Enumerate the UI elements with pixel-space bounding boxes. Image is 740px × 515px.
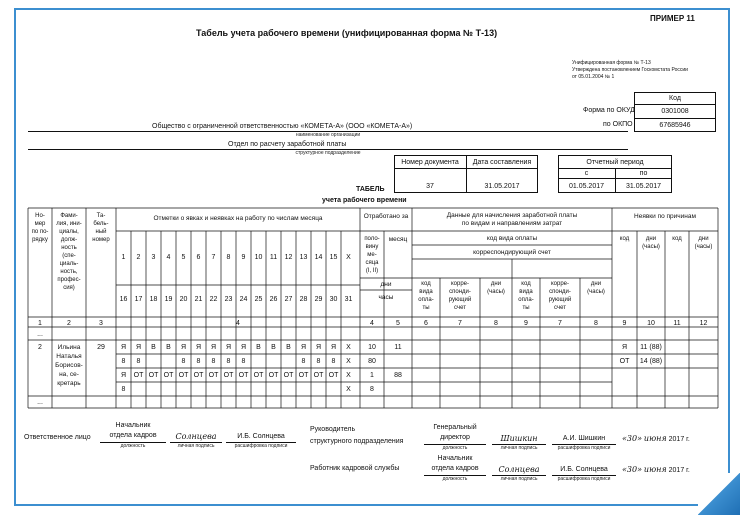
absence-code-2: ОТ bbox=[619, 358, 630, 365]
day-mark-cell: X bbox=[346, 372, 351, 379]
half2-days: 1 bbox=[370, 372, 374, 379]
day-number-cell: 30 bbox=[329, 296, 338, 303]
day-number-cell: 17 bbox=[134, 296, 143, 303]
caption-sign: личная подпись bbox=[500, 445, 538, 451]
day-mark-cell: 8 bbox=[121, 358, 126, 365]
okud-label: Форма по ОКУД bbox=[583, 107, 635, 114]
period-from: 01.05.2017 bbox=[568, 183, 605, 190]
abs-header-code-1: код bbox=[619, 236, 630, 242]
sub-header-corr-1: корре- спонди- рующий счет bbox=[448, 281, 472, 311]
day-mark-cell: ОТ bbox=[223, 372, 234, 379]
column-number-cell: 7 bbox=[558, 320, 562, 327]
caption-position: должность bbox=[442, 445, 468, 451]
day-mark-cell: ОТ bbox=[253, 372, 264, 379]
head-label: Руководитель структурного подразделения bbox=[310, 426, 404, 445]
day-mark-cell: Я bbox=[210, 344, 217, 351]
day-mark-cell: ОТ bbox=[238, 372, 249, 379]
sub-header-code-2: код вида опла- ты bbox=[518, 281, 534, 311]
col-header-worked-hours: часы bbox=[378, 294, 394, 301]
day-mark-cell: Я bbox=[180, 344, 187, 351]
day-mark-cell: В bbox=[286, 344, 291, 351]
col-header-absence: Неявки по причинам bbox=[634, 213, 696, 220]
caption-decode: расшифровка подписи bbox=[234, 443, 288, 449]
sub-header-corr-2: корре- спонди- рующий счет bbox=[548, 281, 572, 311]
day-mark-cell: Я bbox=[300, 344, 307, 351]
day-mark-cell: 8 bbox=[301, 358, 306, 365]
hr-date: «30» июня 2017 г. bbox=[622, 465, 690, 474]
day-number-cell: 9 bbox=[241, 254, 246, 261]
day-mark-cell: Я bbox=[135, 344, 142, 351]
codes-header: Код bbox=[669, 95, 681, 102]
day-mark-cell: Я bbox=[120, 344, 127, 351]
day-number-cell: 11 bbox=[269, 254, 278, 261]
col-header-tab-number: Та- бель- ный номер bbox=[92, 213, 110, 243]
department-name: Отдел по расчету заработной платы bbox=[228, 141, 347, 148]
form-info-line: от 05.01.2004 № 1 bbox=[572, 74, 615, 80]
day-number-cell: 23 bbox=[224, 296, 233, 303]
responsible-name: И.Б. Солнцева bbox=[237, 433, 285, 440]
day-number-cell: 27 bbox=[284, 296, 293, 303]
abs-header-days-2: дни (часы) bbox=[694, 236, 713, 250]
day-mark-cell: ОТ bbox=[148, 372, 159, 379]
column-number-cell: 9 bbox=[622, 320, 627, 327]
col-header-number: Но- мер по по- рядку bbox=[31, 213, 49, 243]
day-mark-cell: ОТ bbox=[283, 372, 294, 379]
okud-value: 0301008 bbox=[661, 108, 689, 115]
day-number-cell: 8 bbox=[226, 254, 231, 261]
day-number-cell: 19 bbox=[164, 296, 173, 303]
hr-position: Начальник отдела кадров bbox=[431, 455, 479, 472]
organization-caption: наименование организации bbox=[295, 132, 361, 138]
page-title: Табель учета рабочего времени (унифицированная форма № Т-13) bbox=[196, 28, 498, 38]
day-mark-cell: В bbox=[256, 344, 261, 351]
col-header-name: Фами- лия, ини- циалы, долж- ность (спе- циаль- ность, профес- сия) bbox=[56, 213, 82, 291]
day-mark-cell: ОТ bbox=[178, 372, 189, 379]
day-number-cell: 13 bbox=[299, 254, 308, 261]
head-position: Генеральный директор bbox=[433, 424, 477, 441]
caption-decode: расшифровка подписи bbox=[557, 445, 611, 451]
department-caption: структурное подразделение bbox=[295, 150, 361, 156]
day-mark-cell: 8 bbox=[181, 358, 186, 365]
day-mark-cell: ОТ bbox=[163, 372, 174, 379]
head-name: А.И. Шишкин bbox=[562, 435, 606, 442]
period-from-label: с bbox=[584, 170, 589, 177]
signature-solntseva-hr: Солнцева bbox=[498, 465, 540, 474]
column-number-cell: 8 bbox=[494, 320, 498, 327]
col-header-pay-code: код вида оплаты bbox=[486, 235, 538, 242]
day-number-cell: 29 bbox=[314, 296, 323, 303]
abs-header-days-1: дни (часы) bbox=[642, 236, 660, 250]
abs-header-code-2: код bbox=[672, 236, 682, 242]
day-number-cell: 18 bbox=[149, 296, 158, 303]
day-mark-cell: Я bbox=[120, 372, 127, 379]
period-to: 31.05.2017 bbox=[625, 183, 662, 190]
day-mark-cell: 8 bbox=[121, 386, 126, 393]
example-label: ПРИМЕР 11 bbox=[650, 14, 695, 23]
day-mark-cell: Я bbox=[330, 344, 337, 351]
day-mark-cell: 8 bbox=[211, 358, 216, 365]
employee-tab-number: 29 bbox=[97, 344, 105, 351]
day-number-cell: 15 bbox=[329, 254, 338, 261]
ellipsis-top: ... bbox=[37, 331, 43, 338]
caption-decode: расшифровка подписи bbox=[557, 476, 611, 482]
day-number-cell: 25 bbox=[254, 296, 263, 303]
day-number-cell: 24 bbox=[239, 296, 248, 303]
day-number-cell: 14 bbox=[314, 254, 323, 261]
day-number-cell: 3 bbox=[151, 254, 156, 261]
okpo-value: 67685946 bbox=[659, 122, 691, 129]
head-date: «30» июня 2017 г. bbox=[622, 434, 690, 443]
doc-number: 37 bbox=[426, 183, 434, 190]
period-to-label: по bbox=[639, 170, 648, 177]
day-number-cell: 26 bbox=[269, 296, 278, 303]
caption-sign: личная подпись bbox=[500, 476, 538, 482]
day-mark-cell: Я bbox=[225, 344, 232, 351]
day-mark-cell: 8 bbox=[241, 358, 246, 365]
col-header-worked: Отработано за bbox=[363, 213, 409, 220]
responsible-position: Начальник отдела кадров bbox=[109, 422, 157, 439]
col-header-corr-account: корреспондирующий счет bbox=[473, 249, 551, 256]
month-hours: 88 bbox=[394, 372, 402, 379]
day-mark-cell: ОТ bbox=[298, 372, 309, 379]
column-number-cell: 9 bbox=[524, 320, 528, 327]
day-number-cell: 10 bbox=[254, 254, 263, 261]
caption-position: должность bbox=[442, 476, 468, 482]
column-number-cell: 2 bbox=[67, 320, 71, 327]
half1-days: 10 bbox=[368, 344, 376, 351]
day-number-cell: 20 bbox=[179, 296, 188, 303]
month-days: 11 bbox=[394, 344, 402, 351]
day-mark-cell: 8 bbox=[196, 358, 201, 365]
doc-date: 31.05.2017 bbox=[484, 183, 520, 190]
day-number-cell: 28 bbox=[299, 296, 308, 303]
day-mark-cell: 8 bbox=[331, 358, 336, 365]
day-mark-cell: X bbox=[346, 358, 351, 365]
tabel-label: ТАБЕЛЬ bbox=[356, 186, 385, 193]
column-number-cell: 7 bbox=[458, 320, 462, 327]
day-mark-cell: В bbox=[166, 344, 171, 351]
form-info-line: Утверждена постановлением Госкомстата России bbox=[572, 67, 688, 73]
column-number-cell: 4 bbox=[236, 320, 240, 327]
day-number-cell: 12 bbox=[284, 254, 293, 261]
sub-header-code-1: код вида опла- ты bbox=[418, 281, 434, 311]
day-mark-cell: X bbox=[346, 386, 351, 393]
employee-name: Ильина Наталья Борисов- на, се- кретарь bbox=[55, 344, 83, 387]
okpo-label: по ОКПО bbox=[603, 121, 633, 128]
day-mark-cell: ОТ bbox=[328, 372, 339, 379]
day-mark-cell: В bbox=[151, 344, 156, 351]
day-mark-cell: ОТ bbox=[133, 372, 144, 379]
day-number-cell: 21 bbox=[194, 296, 203, 303]
caption-position: должность bbox=[120, 443, 146, 449]
day-number-cell: 4 bbox=[166, 254, 171, 261]
col-header-month: месяц bbox=[388, 236, 408, 243]
day-mark-cell: Я bbox=[240, 344, 247, 351]
caption-sign: личная подпись bbox=[177, 443, 215, 449]
column-number-cell: 1 bbox=[38, 320, 42, 327]
day-number-cell: 16 bbox=[119, 296, 128, 303]
col-header-payroll: Данные для начисления заработной платы по видам и направлениям затрат bbox=[446, 212, 578, 227]
absence-days-2: 14 (88) bbox=[639, 358, 663, 365]
column-number-cell: 10 bbox=[647, 320, 655, 327]
day-mark-cell: X bbox=[346, 344, 351, 351]
day-mark-cell: Я bbox=[315, 344, 322, 351]
tabel-subtitle: учета рабочего времени bbox=[322, 197, 407, 204]
day-number-cell: 2 bbox=[136, 254, 141, 261]
absence-code-1: Я bbox=[621, 344, 628, 351]
doc-number-header: Номер документа bbox=[401, 159, 459, 166]
hr-name: И.Б. Солнцева bbox=[560, 466, 608, 473]
column-number-cell: 6 bbox=[424, 320, 428, 327]
column-number-cell: 12 bbox=[699, 320, 708, 327]
day-mark-cell: 8 bbox=[226, 358, 231, 365]
hr-label: Работник кадровой службы bbox=[310, 465, 400, 472]
form-info-line: Унифицированная форма № Т-13 bbox=[572, 60, 651, 66]
day-mark-cell: ОТ bbox=[268, 372, 279, 379]
day-number-cell: 31 bbox=[344, 296, 353, 303]
day-mark-cell: ОТ bbox=[313, 372, 324, 379]
sub-header-days-1: дни (часы) bbox=[487, 281, 505, 295]
day-number-cell: 1 bbox=[121, 254, 126, 261]
day-mark-cell: ОТ bbox=[208, 372, 219, 379]
day-number-cell: X bbox=[346, 254, 351, 261]
col-header-worked-days: дни bbox=[380, 281, 392, 288]
day-mark-cell: 8 bbox=[136, 358, 141, 365]
day-mark-cell: Я bbox=[195, 344, 202, 351]
half1-hours: 80 bbox=[368, 358, 376, 365]
absence-days-1: 11 (88) bbox=[640, 344, 662, 351]
day-number-cell: 6 bbox=[196, 254, 201, 261]
column-number-cell: 3 bbox=[99, 320, 103, 327]
organization-name: Общество с ограниченной ответственностью «КОМЕТА-А» (ООО «КОМЕТА-А») bbox=[152, 123, 413, 130]
ellipsis-bottom: ... bbox=[37, 399, 43, 406]
col-header-half-month: поло- вину ме- сяца (I, II) bbox=[364, 236, 380, 274]
employee-number: 2 bbox=[38, 344, 42, 351]
doc-date-header: Дата составления bbox=[472, 159, 532, 166]
day-number-cell: 7 bbox=[211, 254, 216, 261]
sub-header-days-2: дни (часы) bbox=[587, 281, 605, 295]
day-mark-cell: ОТ bbox=[193, 372, 204, 379]
day-mark-cell: В bbox=[271, 344, 276, 351]
period-header: Отчетный период bbox=[586, 159, 644, 166]
column-number-cell: 8 bbox=[594, 320, 598, 327]
half2-hours: 8 bbox=[370, 386, 374, 393]
responsible-label: Ответственное лицо bbox=[24, 434, 91, 441]
signature-solntseva: Солнцева bbox=[175, 432, 217, 441]
day-number-cell: 5 bbox=[181, 254, 186, 261]
day-number-cell: 22 bbox=[209, 296, 218, 303]
column-number-cell: 5 bbox=[396, 320, 400, 327]
column-number-cell: 11 bbox=[673, 320, 681, 327]
column-number-cell: 4 bbox=[370, 320, 374, 327]
col-header-marks: Отметки о явках и неявках на работу по числам месяца bbox=[153, 215, 323, 222]
signature-shishkin: Шишкин bbox=[500, 434, 538, 443]
day-mark-cell: 8 bbox=[316, 358, 321, 365]
